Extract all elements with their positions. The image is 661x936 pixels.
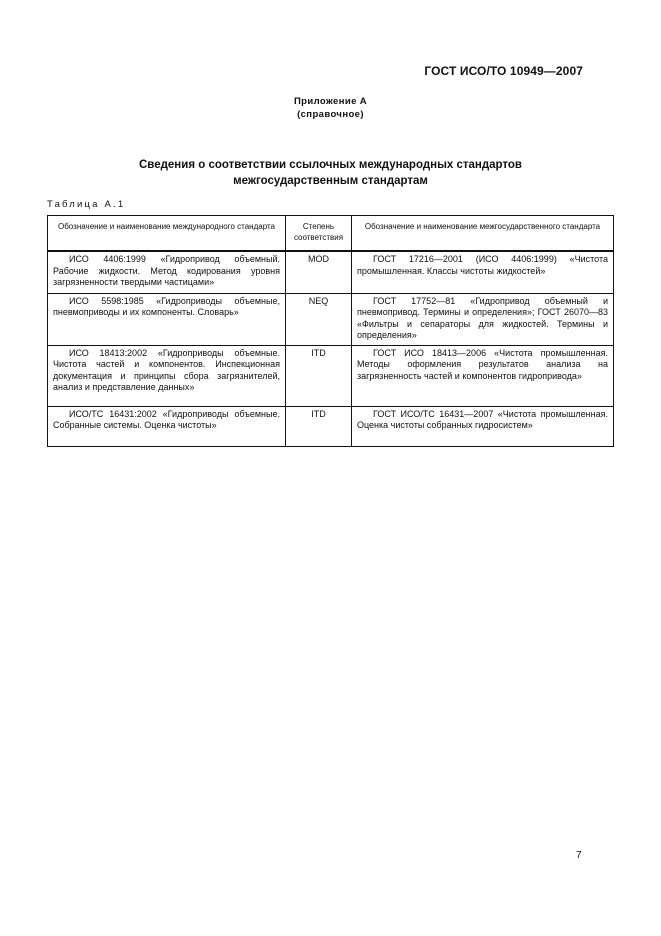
cell-interstate: ГОСТ 17752—81 «Гидропривод объемный и пневмопривод. Термины и определения»; ГОСТ 26070—83 «Фильтры и сепараторы для жидкостей. Термины и определения» (352, 293, 614, 345)
cell-degree: MOD (286, 251, 352, 293)
table-row (48, 345, 614, 406)
cell-international: ИСО 4406:1999 «Гидропривод объемный. Рабочие жидкости. Метод кодирования уровня загрязненности твердыми частицами» (48, 251, 286, 293)
cell-international: ИСО/ТС 16431:2002 «Гидроприводы объемные. Собранные системы. Оценка чистоты» (48, 406, 286, 446)
section-title (0, 157, 661, 189)
column-header-degree: Степень соответствия (286, 216, 352, 252)
table-row (48, 293, 614, 345)
table-header-row (48, 216, 614, 252)
cell-degree: NEQ (286, 293, 352, 345)
annex-title: Приложение А (293, 96, 368, 107)
table-row (48, 406, 614, 446)
cell-international: ИСО 5598:1985 «Гидроприводы объемные, пневмоприводы и их компоненты. Словарь» (48, 293, 286, 345)
section-title-line-2: межгосударственным стандартам (233, 175, 428, 187)
cell-interstate: ГОСТ ИСО 18413—2006 «Чистота промышленная. Методы оформления результатов анализа на загрязненность частей и компонентов гидропривода» (352, 345, 614, 406)
annex-subtitle: (справочное) (297, 109, 364, 120)
column-header-international: Обозначение и наименование международного стандарта (48, 216, 286, 252)
cell-international: ИСО 18413:2002 «Гидроприводы объемные. Чистота частей и компонентов. Инспекционная документация и принципы сбора загрязнителей, анализ и представление данных» (48, 345, 286, 406)
cell-interstate: ГОСТ ИСО/ТС 16431—2007 «Чистота промышленная. Оценка чистоты собранных гидросистем» (352, 406, 614, 446)
cell-degree: ITD (286, 345, 352, 406)
document-code-header: ГОСТ ИСО/ТО 10949—2007 (424, 64, 583, 78)
table-row (48, 251, 614, 293)
cell-degree: ITD (286, 406, 352, 446)
table-label: Таблица А.1 (47, 199, 126, 210)
page-number: 7 (576, 850, 582, 861)
standards-correspondence-table (47, 215, 614, 447)
cell-interstate: ГОСТ 17216—2001 (ИСО 4406:1999) «Чистота промышленная. Классы чистоты жидкостей» (352, 251, 614, 293)
column-header-interstate: Обозначение и наименование межгосударственного стандарта (352, 216, 614, 252)
section-title-line-1: Сведения о соответствии ссылочных международных стандартов (138, 159, 522, 171)
annex-heading (0, 95, 661, 121)
